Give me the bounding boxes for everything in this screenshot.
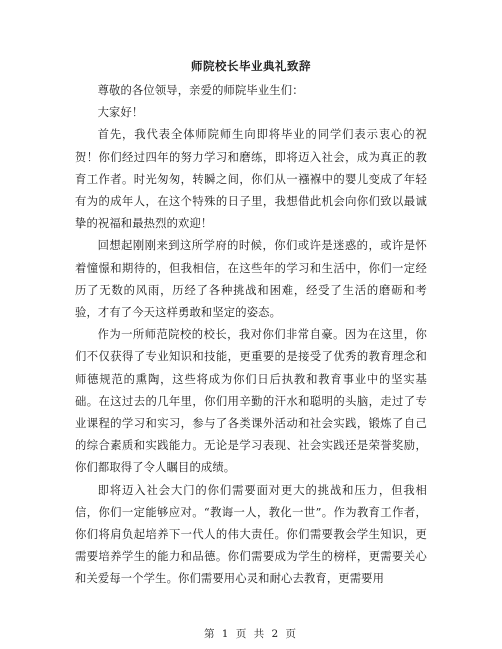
page-title: 师院校长毕业典礼致辞 [191, 59, 311, 73]
body-paragraph: 回想起刚刚来到这所学府的时候，你们或许是迷惑的，或许是怀着憧憬和期待的，但我相信，在这些年的学习和生活中，你们一定经历了无数的风雨，历经了各种挑战和困难，经受了生活的磨砺和考验，才有了今天这样勇敢和坚定的姿态。 [75, 239, 427, 320]
greeting-paragraph: 大家好！ [97, 106, 144, 120]
page-number-footer: 第 1 页 共 2 页 [203, 628, 299, 640]
salutation-paragraph: 尊敬的各位领导，亲爱的师院毕业生们： [97, 84, 304, 97]
body-paragraph: 作为一所师范院校的校长，我对你们非常自豪。因为在这里，你们不仅获得了专业知识和技能，更重要的是接受了优秀的教育理念和师德规范的熏陶，这些将成为你们日后执教和教育事业中的坚实基础。在这过去的几年里，你们用辛勤的汗水和聪明的头脑，走过了专业课程的学习和实习，参与了各类课外活动和社会实践，锻炼了自己的综合素质和实践能力。无论是学习表现、社会实践还是荣誉奖励，你们都取得了令人瞩目的成绩。 [75, 328, 427, 475]
body-paragraph: 即将迈入社会大门的你们需要面对更大的挑战和压力，但我相信，你们一定能够应对。“教诲一人，教化一世”。作为教育工作者，你们将肩负起培养下一代人的伟大责任。你们需要教会学生知识，更需要培养学生的能力和品德。你们需要成为学生的榜样，更需要关心和关爱每一个学生。你们需要用心灵和耐心去教育，更需要用 [75, 483, 427, 586]
body-paragraph: 首先，我代表全体师院师生向即将毕业的同学们表示衷心的祝贺！你们经过四年的努力学习和磨练，即将迈入社会，成为真正的教育工作者。时光匆匆，转瞬之间，你们从一襁褓中的婴儿变成了年轻有为的成年人，在这个特殊的日子里，我想借此机会向你们致以最诚挚的祝福和最热烈的欢迎！ [75, 128, 427, 231]
document-body [75, 80, 427, 591]
